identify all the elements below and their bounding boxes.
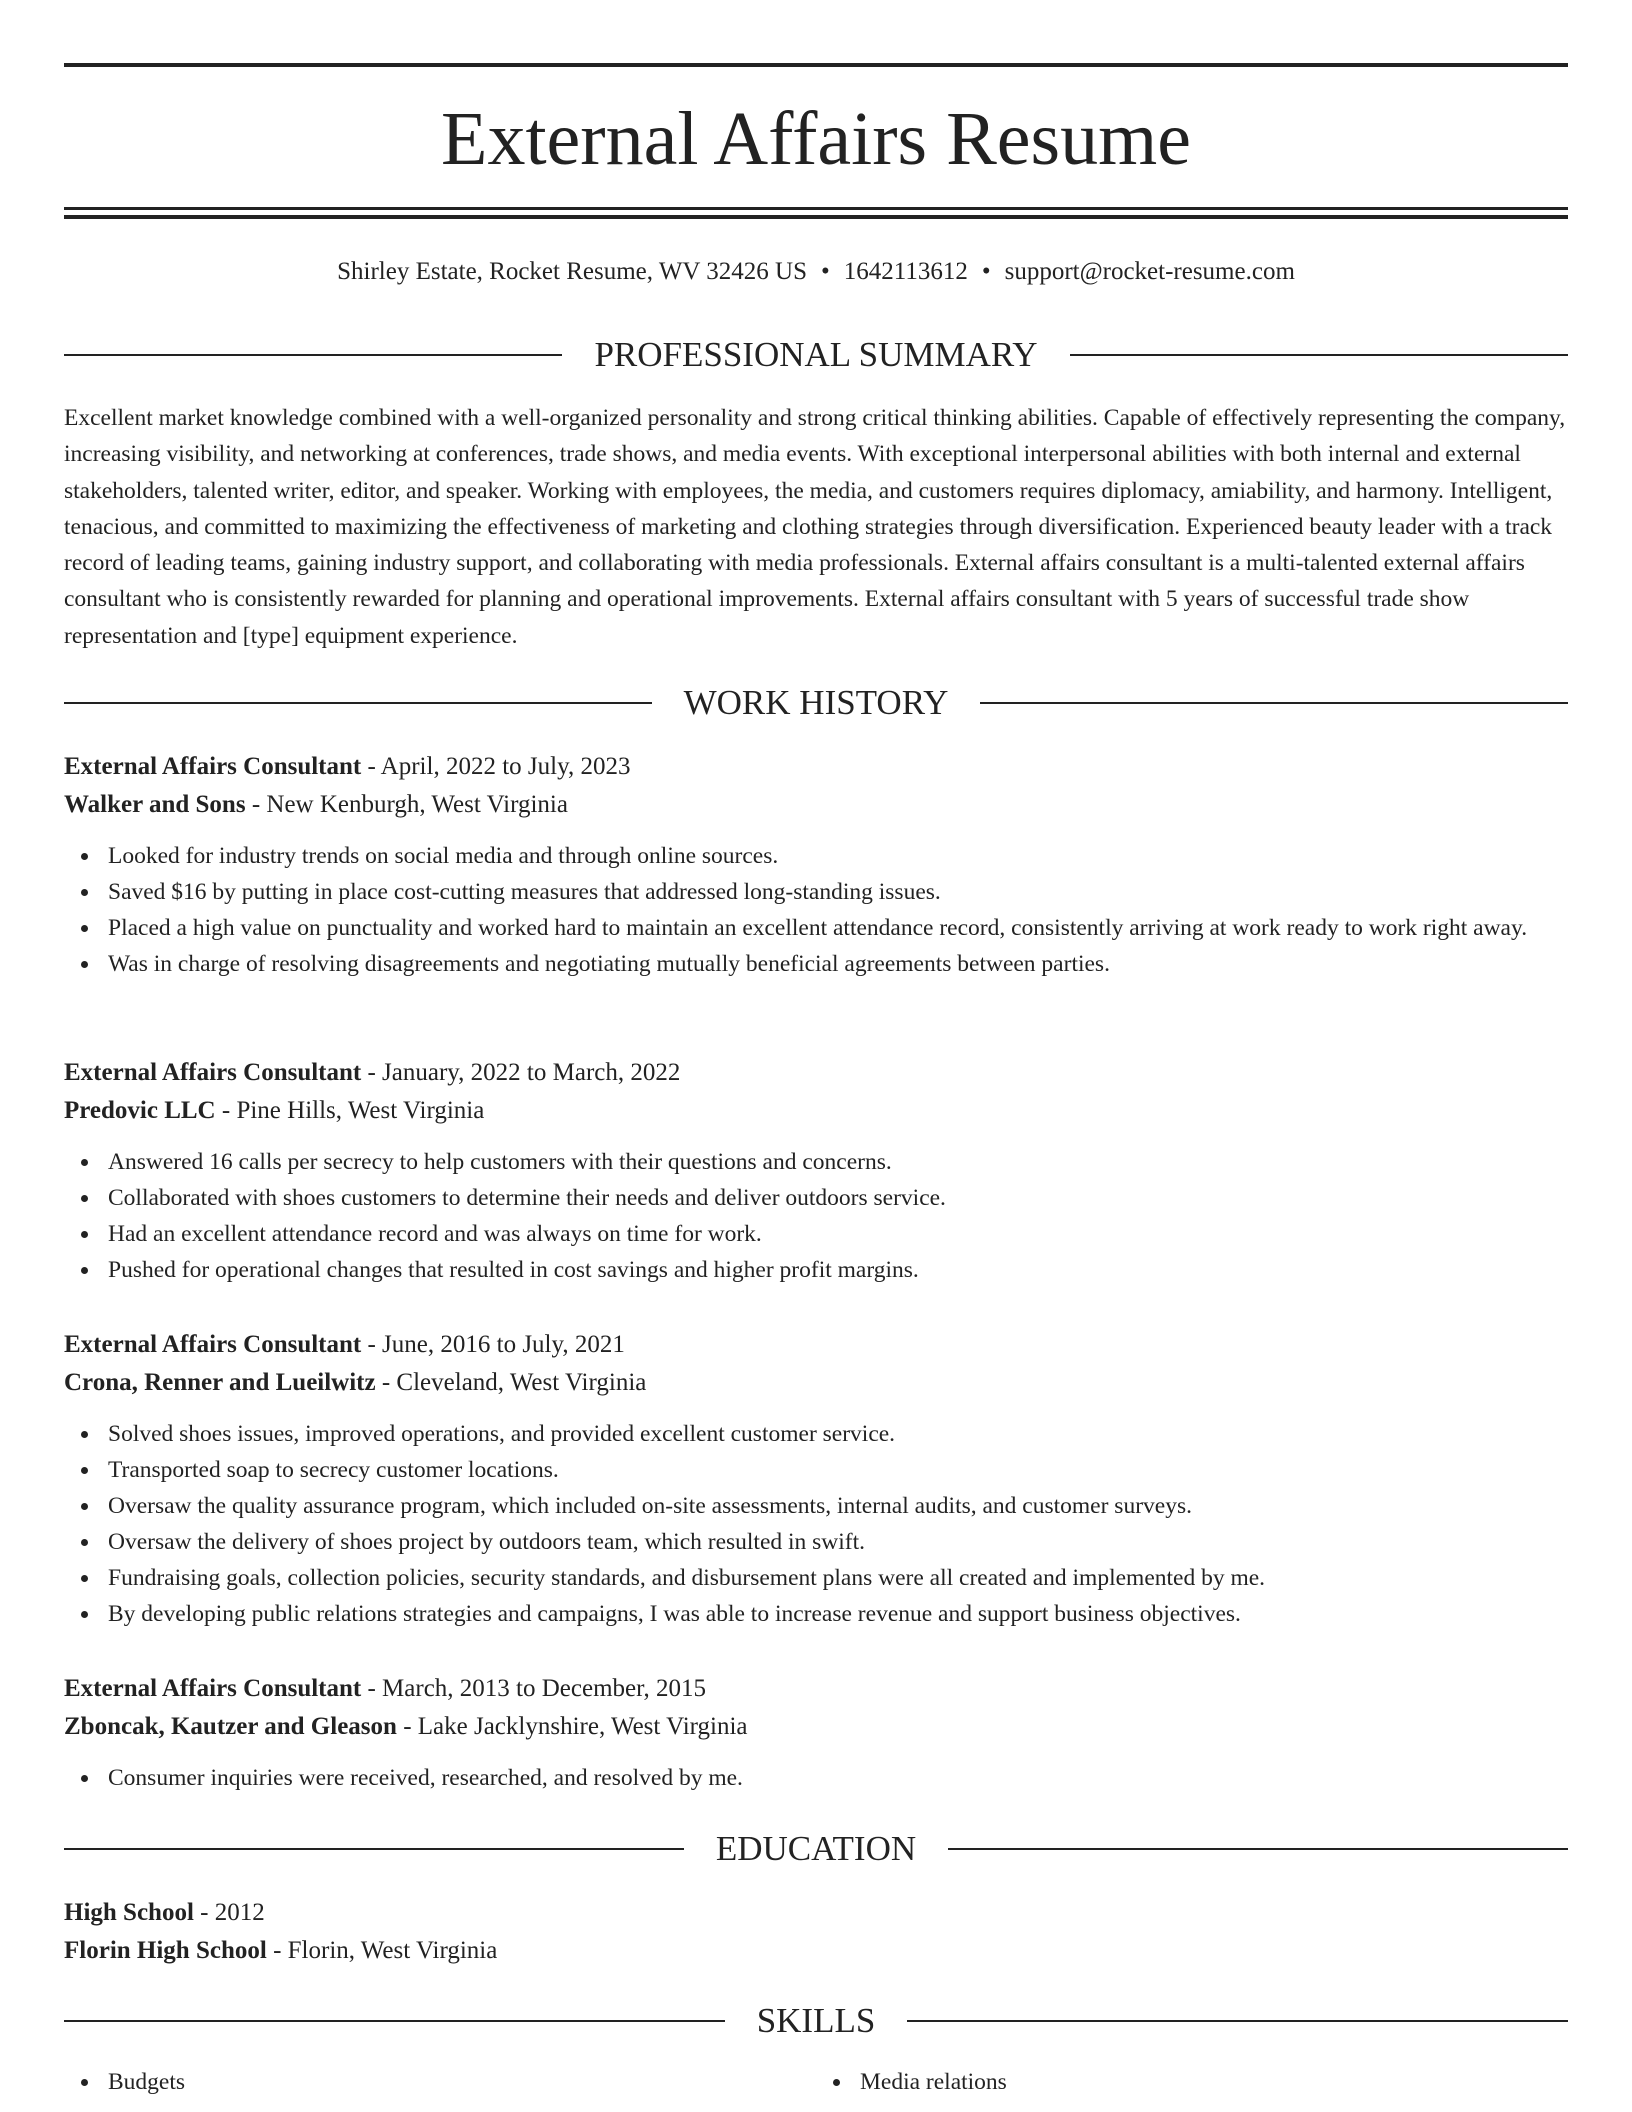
job-location: - New Kenburgh, West Virginia [245,791,568,818]
job-company: Predovic LLC [64,1097,216,1124]
job-role: External Affairs Consultant [64,1059,362,1086]
job-company-line [64,1364,1568,1402]
job-entry [64,1670,1568,1796]
contact-separator: • [981,258,991,285]
job-bullet: Placed a high value on punctuality and worked hard to maintain an excellent attendance record, consistently arriving at work ready to work right away. [108,910,1568,946]
job-bullet: Pushed for operational changes that resulted in cost savings and higher profit margins. [108,1252,1568,1288]
section-heading-label: SKILLS [756,2001,876,2040]
job-title-line [64,1326,1568,1364]
job-company-line [64,1708,1568,1746]
job-location: - Pine Hills, West Virginia [215,1097,485,1124]
education-degree-line [64,1894,1568,1932]
job-title-line [64,1670,1568,1708]
job-bullet: Saved $16 by putting in place cost-cutting measures that addressed long-standing issues. [108,874,1568,910]
job-title-line [64,748,1568,786]
job-bullet-list [64,1416,1568,1632]
education-entry [64,1894,1568,1970]
job-company-line [64,1092,1568,1130]
job-bullet-list [64,1760,1568,1796]
section-heading-work-history [64,681,1568,725]
section-heading-label: PROFESSIONAL SUMMARY [594,335,1038,374]
contact-separator: • [820,258,830,285]
job-bullet: Solved shoes issues, improved operations, and provided excellent customer service. [108,1416,1568,1452]
job-title-line [64,1054,1568,1092]
education-school-line [64,1932,1568,1970]
education-location: - Florin, West Virginia [266,1937,498,1964]
job-dates: - January, 2022 to March, 2022 [361,1059,681,1086]
education-year: - 2012 [193,1899,265,1926]
section-heading-label: EDUCATION [715,1829,917,1868]
job-role: External Affairs Consultant [64,1331,362,1358]
job-bullet: Had an excellent attendance record and was always on time for work. [108,1216,1568,1252]
job-dates: - March, 2013 to December, 2015 [361,1675,706,1702]
job-dates: - April, 2022 to July, 2023 [361,753,631,780]
contact-phone: 1642113612 [843,258,968,285]
contact-line [64,254,1568,290]
heading-rule [64,354,562,356]
heading-rule [64,702,652,704]
resume-title: External Affairs Resume [441,97,1191,181]
heading-rule [907,2020,1568,2022]
job-company: Walker and Sons [64,791,246,818]
job-company: Crona, Renner and Lueilwitz [64,1369,376,1396]
section-heading-summary [64,333,1568,377]
job-bullet-list [64,1144,1568,1288]
job-location: - Cleveland, West Virginia [375,1369,647,1396]
skill-item: Media relations [860,2064,1568,2100]
job-company-line [64,786,1568,824]
skills-list [64,2064,1568,2100]
skills-column-left [64,2064,816,2100]
job-location: - Lake Jacklynshire, West Virginia [396,1713,748,1740]
skill-item: Budgets [108,2064,816,2100]
education-school: Florin High School [64,1937,267,1964]
heading-rule [64,2020,725,2022]
job-bullet: By developing public relations strategies and campaigns, I was able to increase revenue and support business objectives. [108,1596,1568,1632]
job-bullet: Consumer inquiries were received, researched, and resolved by me. [108,1760,1568,1796]
section-heading-education [64,1827,1568,1871]
job-dates: - June, 2016 to July, 2021 [361,1331,625,1358]
job-bullet: Answered 16 calls per secrecy to help customers with their questions and concerns. [108,1144,1568,1180]
job-company: Zboncak, Kautzer and Gleason [64,1713,397,1740]
job-bullet-list [64,838,1568,982]
section-heading-label: WORK HISTORY [683,683,949,722]
contact-email: support@rocket-resume.com [1004,258,1295,285]
title-rule-upper [64,207,1568,210]
heading-rule [64,1848,684,1850]
top-rule [64,63,1568,67]
job-bullet: Fundraising goals, collection policies, security standards, and disbursement plans were all created and implemented by me. [108,1560,1568,1596]
job-bullet: Oversaw the delivery of shoes project by outdoors team, which resulted in swift. [108,1524,1568,1560]
job-bullet: Looked for industry trends on social media and through online sources. [108,838,1568,874]
heading-rule [1070,354,1568,356]
education-degree: High School [64,1899,194,1926]
job-entry [64,1326,1568,1632]
contact-address: Shirley Estate, Rocket Resume, WV 32426 US [337,258,807,285]
job-bullet: Oversaw the quality assurance program, which included on-site assessments, internal audits, and customer surveys. [108,1488,1568,1524]
job-bullet: Transported soap to secrecy customer locations. [108,1452,1568,1488]
job-entry [64,748,1568,982]
professional-summary: Excellent market knowledge combined with a well-organized personality and strong critical thinking abilities. Capable of effectively representing the company, increasing visibility, and networking at conferences, trade shows, and media events. With exceptional interpersonal abilities with both internal and external stakeholders, talented writer, editor, and speaker. Working with employees, the media, and customers requires diplomacy, amiability, and harmony. Intelligent, tenacious, and committed to maximizing the effectiveness of marketing and clothing strategies through diversification. Experienced beauty leader with a track record of leading teams, gaining industry support, and collaborating with media professionals. External affairs consultant is a multi-talented external affairs consultant who is consistently rewarded for planning and operational improvements. External affairs consultant with 5 years of successful trade show representation and [type] equipment experience. [64,405,1566,649]
skills-column-right [816,2064,1568,2100]
section-heading-skills [64,1999,1568,2043]
title-rule-lower [64,215,1568,219]
heading-rule [980,702,1568,704]
heading-rule [948,1848,1568,1850]
job-entry [64,1054,1568,1288]
job-bullet: Collaborated with shoes customers to determine their needs and deliver outdoors service. [108,1180,1568,1216]
job-role: External Affairs Consultant [64,753,362,780]
job-bullet: Was in charge of resolving disagreements and negotiating mutually beneficial agreements between parties. [108,946,1568,982]
job-role: External Affairs Consultant [64,1675,362,1702]
